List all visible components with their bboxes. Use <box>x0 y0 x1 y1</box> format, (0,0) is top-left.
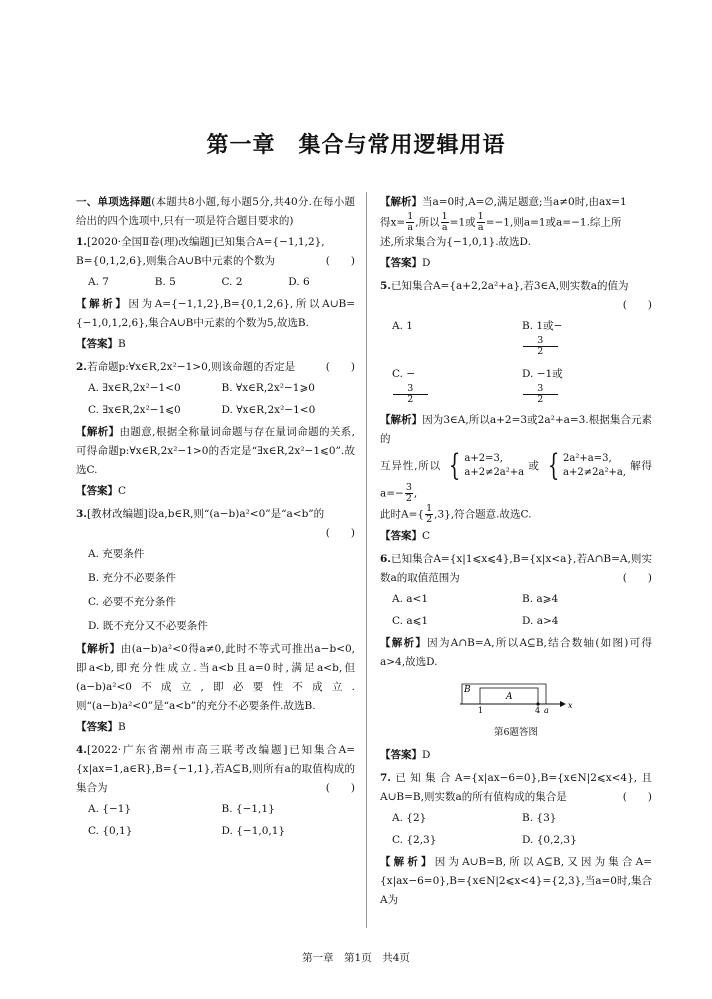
option-a: A. a<1 <box>392 593 428 605</box>
number-line-diagram <box>456 678 576 714</box>
column-divider <box>366 192 367 928</box>
option-d: D. {0,2,3} <box>522 834 577 846</box>
question-3-options <box>76 545 355 636</box>
question-7-options-row2 <box>380 831 652 850</box>
question-2-stem: 2.若命题p:∀x∈R,2x²−1>0,则该命题的否定是 ( ) <box>76 361 355 373</box>
question-1-answer: 【答案】B <box>76 338 126 350</box>
question-6-options-row1 <box>380 590 652 609</box>
option-c: C. {0,1} <box>88 825 133 837</box>
option-d: D. a>4 <box>522 615 559 627</box>
tick-a: a <box>544 706 549 714</box>
question-7-analysis: 【解析】因为A∪B=B,所以A⊆B,又因为集合A={x|ax−6=0},B={x∈N|2⩽x<4}={2,3},当a=0时,集合A为 <box>380 856 653 906</box>
option-b: B. 1或− $\frac{3}{2}$ <box>522 320 563 357</box>
question-4-answer: 【答案】D <box>380 257 431 269</box>
question-2-analysis: 【解析】由题意,根据全称量词命题与存在量词命题的关系,可得命题p:∀x∈R,2x²−1>0的否定是“∃x∈R,2x²−1⩽0”.故选C. <box>76 426 355 476</box>
question-5-stem: 5.已知集合A={a+2,2a²+a},若3∈A,则实数a的值为 ( ) <box>380 280 652 311</box>
axis-x-label: x <box>568 701 573 710</box>
tick-4: 4 <box>535 706 541 714</box>
question-4-analysis: 【解析】当a=0时,A=∅,满足题意;当a≠0时,由ax=1 得x= $\frac{1}{a}$ ,所以 $\frac{1}{a}$ =1或 $\frac{1}{a}$ =−1,则a=1或a=−1.综上所 述,所求集合为{−1,0,1}.故选D. <box>380 196 627 248</box>
option-b: B. {3} <box>522 812 557 824</box>
question-3-answer: 【答案】B <box>76 721 126 733</box>
question-5-answer: 【答案】C <box>380 530 431 542</box>
question-7-stem: 7.已知集合A={x|ax−6=0},B={x∈N|2⩽x<4},且A∪B=B,则实数a的所有值构成的集合是 ( ) <box>380 772 652 803</box>
fraction: $\frac{1}{a}$ <box>407 211 414 233</box>
right-column <box>380 193 652 912</box>
tick-1: 1 <box>478 706 484 714</box>
question-2-answer: 【答案】C <box>76 485 127 497</box>
question-1-stem: 1.[2020·全国Ⅱ卷(理)改编题]已知集合A={−1,1,2}, B={0,1,2,6},则集合A∪B中元素的个数为 ( ) <box>76 236 355 267</box>
question-6-stem: 6.已知集合A={x|1⩽x⩽4},B={x|x<a},若A∩B=A,则实数a的取值范围为 ( ) <box>380 553 652 584</box>
option-b: B. 5 <box>154 276 176 288</box>
option-c: C. 必要不充分条件 <box>88 596 176 608</box>
question-5-analysis: 【解析】因为3∈A,所以a+2=3或2a²+a=3.根据集合元素的 互异性,所以 { a+2=3, a+2≠2a²+a 或 { 2a²+a=3, a+2≠2a²+a, 解得a=− $\frac{3}{2}$ , 此时A={ $\frac{1}{2}$ ,3},符合题意.故选C. <box>380 414 653 525</box>
label-a-set: A <box>506 692 513 702</box>
option-a: A. 7 <box>88 276 109 288</box>
question-3-analysis: 【解析】由(a−b)a²<0得a≠0,此时不等式可推出a−b<0,即a<b,即充分性成立.当a<b且a=0时,满足a<b,但(a−b)a²<0不成立,即必要性不成立.则“(a−b)a²<0”是“a<b”的充分不必要条件.故选B. <box>76 643 356 712</box>
option-d: D. 既不充分又不必要条件 <box>88 620 208 632</box>
equation-system-2: { 2a²+a=3, a+2≠2a²+a, <box>547 448 626 483</box>
question-6-options-row2 <box>380 612 652 631</box>
question-2-options-row2 <box>76 401 355 420</box>
option-d: D. {−1,0,1} <box>221 825 286 837</box>
question-2-options-row1 <box>76 379 355 398</box>
set-b-box <box>462 684 546 704</box>
section-heading: 一、单项选择题(本题共8小题,每小题5分,共40分.在每小题给出的四个选项中,只有一项是符合题目要求的) <box>76 196 355 227</box>
option-c: C. 2 <box>221 276 243 288</box>
equation-system-1: { a+2=3, a+2≠2a²+a <box>449 448 525 483</box>
question-5-options-row1 <box>380 317 652 357</box>
question-4-options-row1 <box>76 800 355 819</box>
option-a: A. ∃x∈R,2x²−1<0 <box>88 382 181 394</box>
option-c: C. ∃x∈R,2x²−1⩽0 <box>88 404 181 416</box>
option-a: A. {−1} <box>88 803 132 815</box>
option-d: D. 6 <box>288 276 310 288</box>
option-d: D. −1或 $\frac{3}{2}$ <box>522 368 563 405</box>
figure-caption: 第6题答图 <box>493 727 539 738</box>
question-4-stem: 4.[2022·广东省潮州市高三联考改编题]已知集合A={x|ax=1,a∈R},B={−1,1},若A⊆B,则所有a的取值构成的集合为 ( ) <box>76 744 355 794</box>
question-3-stem: 3.[教材改编题]设a,b∈R,则“(a−b)a²<0”是“a<b”的 ( ) <box>76 508 355 539</box>
question-5-options-row2 <box>380 365 652 405</box>
question-4-options-row2 <box>76 822 355 841</box>
option-c: C. − $\frac{3}{2}$ <box>392 365 522 405</box>
option-c: C. {2,3} <box>392 834 437 846</box>
question-6-analysis: 【解析】因为A∩B=A,所以A⊆B,结合数轴(如图)可得a>4,故选D. <box>380 637 652 668</box>
label-b: B <box>464 685 471 695</box>
question-6-answer: 【答案】D <box>380 749 431 761</box>
axis-arrow <box>560 701 566 707</box>
option-b: B. 充分不必要条件 <box>88 572 176 584</box>
fraction: $\frac{1}{a}$ <box>441 211 448 233</box>
page-footer: 第一章 第1页 共4页 <box>302 952 410 964</box>
option-a: A. 1 <box>392 320 413 332</box>
option-c: C. a⩽1 <box>392 615 429 627</box>
left-column <box>76 193 355 844</box>
question-1-options <box>76 273 355 292</box>
fraction: $\frac{1}{a}$ <box>477 211 484 233</box>
option-b: B. a⩾4 <box>522 593 559 605</box>
option-b: B. {−1,1} <box>221 803 275 815</box>
question-1-analysis: 【解析】因为A={−1,1,2},B={0,1,2,6},所以A∪B={−1,0,1,2,6},集合A∪B中元素的个数为5,故选B. <box>76 298 356 329</box>
question-7-options-row1 <box>380 809 652 828</box>
option-d: D. ∀x∈R,2x²−1<0 <box>221 404 316 416</box>
number-line-figure <box>380 678 652 721</box>
option-a: A. {2} <box>392 812 427 824</box>
option-b: B. ∀x∈R,2x²−1⩾0 <box>221 382 315 394</box>
option-a: A. 充要条件 <box>88 548 145 560</box>
chapter-title: 第一章 集合与常用逻辑用语 <box>206 132 506 158</box>
